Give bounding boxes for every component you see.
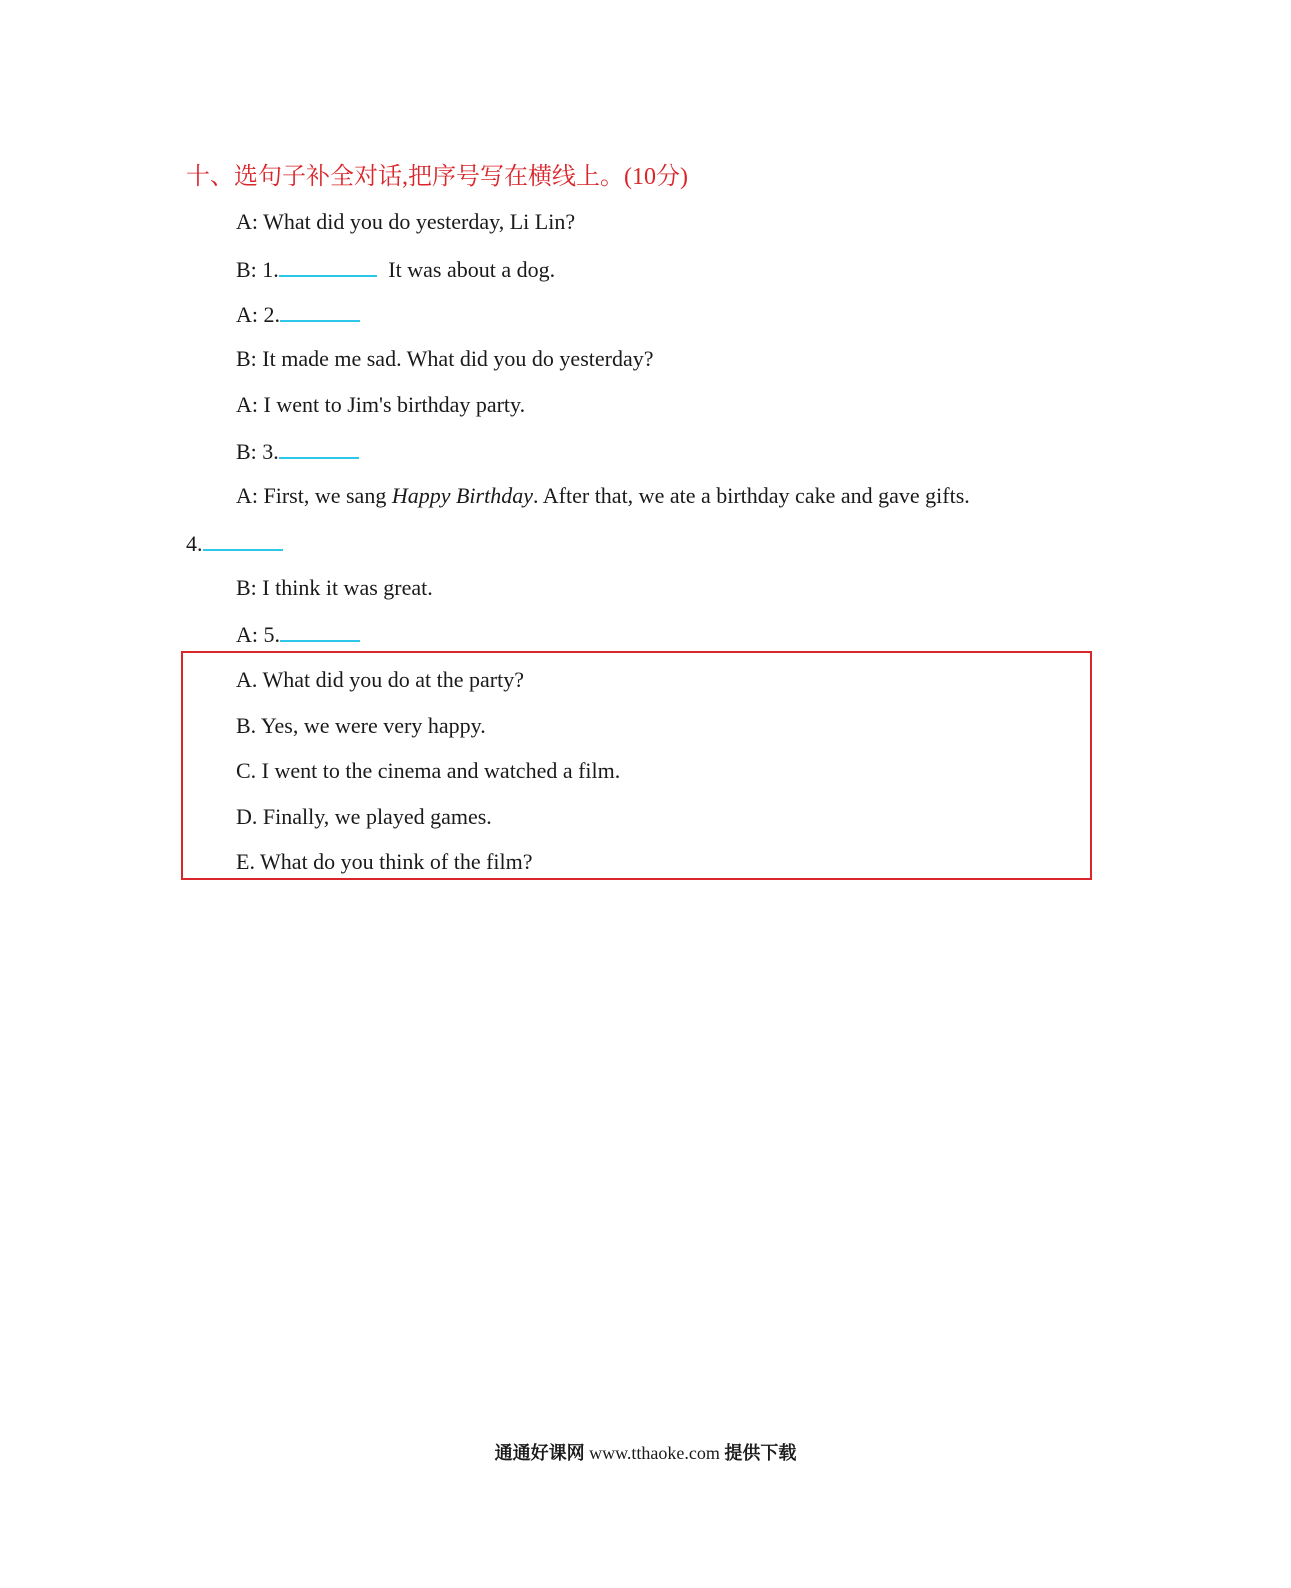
dialogue-line-8 [186, 527, 289, 559]
song-title: Happy Birthday [391, 483, 533, 508]
dialogue-line-9: B: I think it was great. [236, 575, 433, 600]
answer-blank-2[interactable] [280, 298, 360, 322]
dialogue-prefix: B: 1. [236, 257, 279, 282]
dialogue-prefix: 4. [186, 531, 203, 556]
dialogue-text-after: . After that, we ate a birthday cake and gave gifts. [532, 483, 970, 508]
dialogue-line-2 [236, 253, 555, 285]
option-b: B. Yes, we were very happy. [236, 713, 486, 738]
dialogue-line-3 [236, 298, 366, 330]
dialogue-line-4: B: It made me sad. What did you do yesterday? [236, 346, 654, 371]
option-c: C. I went to the cinema and watched a film. [236, 758, 621, 783]
dialogue-prefix: B: 3. [236, 439, 279, 464]
footer-action: 提供下载 [724, 1443, 797, 1464]
dialogue-prefix: A: 2. [236, 302, 280, 327]
dialogue-line-7 [236, 481, 970, 511]
dialogue-line-6 [236, 435, 365, 467]
dialogue-prefix: A: 5. [236, 622, 280, 647]
option-a: A. What did you do at the party? [236, 667, 524, 692]
dialogue-line-1: A: What did you do yesterday, Li Lin? [236, 209, 576, 234]
dialogue-suffix: It was about a dog. [382, 257, 556, 282]
dialogue-text-before: A: First, we sang [236, 483, 392, 508]
answer-blank-3[interactable] [279, 435, 359, 459]
answer-blank-1[interactable] [279, 253, 377, 277]
dialogue-line-10 [236, 618, 366, 650]
section-title: 十、选句子补全对话,把序号写在横线上。(10分) [186, 164, 688, 190]
dialogue-line-5: A: I went to Jim's birthday party. [236, 392, 526, 417]
answer-blank-4[interactable] [203, 527, 283, 551]
footer-brand: 通通好课网 [494, 1443, 585, 1464]
answer-blank-5[interactable] [280, 618, 360, 642]
option-d: D. Finally, we played games. [236, 804, 492, 829]
page-footer [0, 1440, 1291, 1467]
option-e: E. What do you think of the film? [236, 849, 533, 874]
footer-url[interactable]: www.tthaoke.com [584, 1443, 725, 1463]
